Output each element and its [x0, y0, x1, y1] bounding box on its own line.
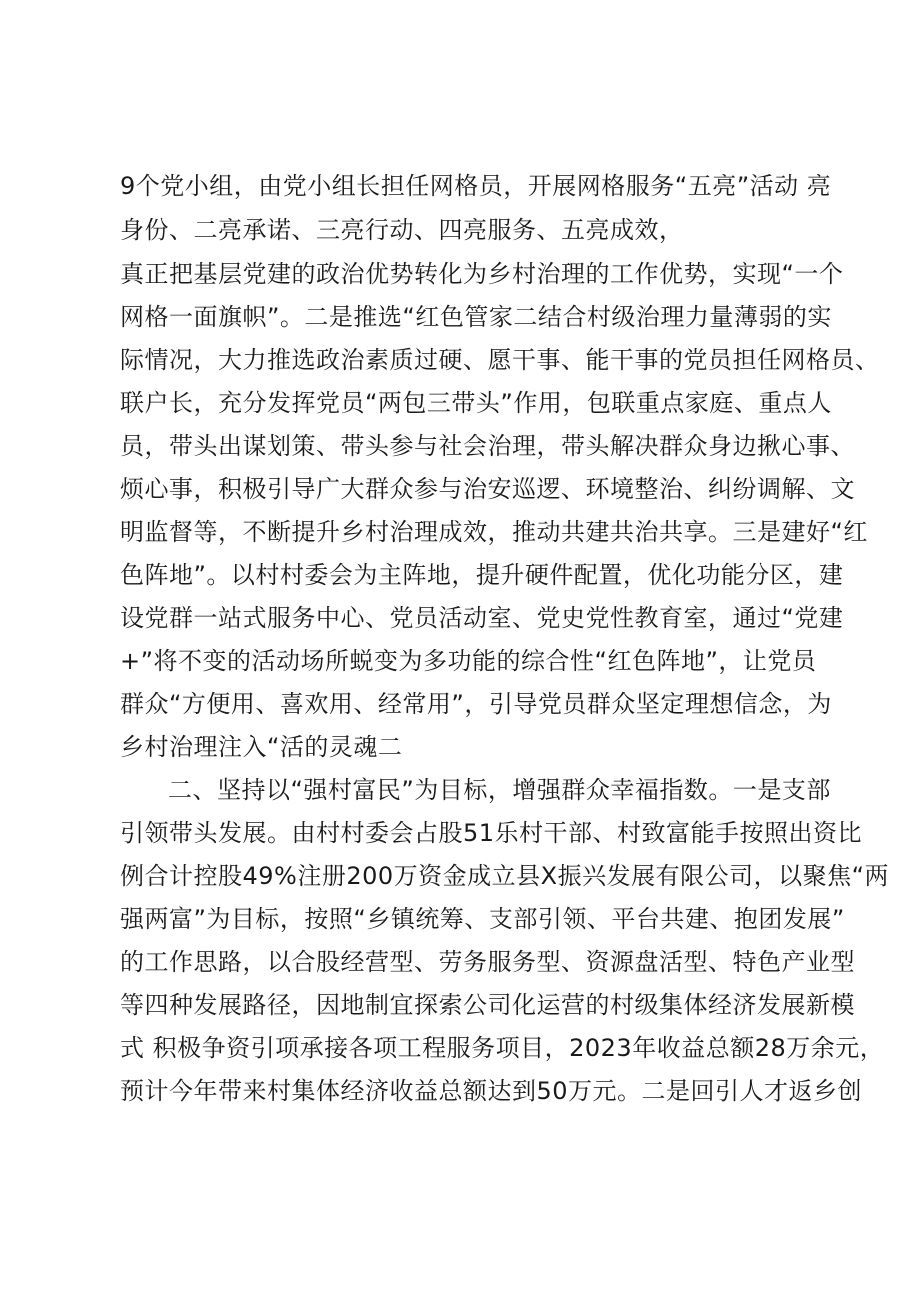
text-line: 例合计控股49%注册200万资金成立县X振兴发展有限公司，以聚焦“两 [120, 862, 890, 890]
text-line: 等四种发展路径，因地制宜探索公司化运营的村级集体经济发展新模 [120, 991, 855, 1019]
paragraph-heading-line: 二、坚持以“强村富民”为目标，增强群众幸福指数。一是支部 [168, 776, 831, 804]
text-line: 乡村治理注入“活的灵魂二 [120, 733, 403, 761]
text-line: 的工作思路，以合股经营型、劳务服务型、资源盘活型、特色产业型 [120, 948, 855, 976]
text-line: 真正把基层党建的政治优势转化为乡村治理的工作优势，实现“一个 [120, 260, 844, 288]
text-line: 联户长，充分发挥党员“两包三带头”作用，包联重点家庭、重点人 [120, 389, 832, 417]
text-line: 预计今年带来村集体经济收益总额达到50万元。二是回引人才返乡创 [120, 1077, 863, 1105]
text-line: 身份、二亮承诺、三亮行动、四亮服务、五亮成效， [120, 216, 684, 244]
text-line: 员，带头出谋划策、带头参与社会治理，带头解决群众身边揪心事、 [120, 432, 855, 460]
text-line: 明监督等，不断提升乡村治理成效，推动共建共治共享。三是建好“红 [120, 518, 868, 546]
text-line: 式 积极争资引项承接各项工程服务项目，2023年收益总额28万余元， [120, 1034, 885, 1062]
text-line: 设党群一站式服务中心、党员活动室、党史党性教育室，通过“党建 [120, 604, 844, 632]
text-line: 群众“方便用、喜欢用、经常用”，引导党员群众坚定理想信念，为 [120, 690, 832, 718]
text-line: 9个党小组，由党小组长担任网格员，开展网格服务“五亮”活动 亮 [120, 172, 832, 200]
text-line: 强两富”为目标，按照“乡镇统筹、支部引领、平台共建、抱团发展” [120, 905, 845, 933]
text-line: +”将不变的活动场所蜕变为多功能的综合性“红色阵地”，让党员 [120, 647, 817, 675]
text-line: 网格一面旗帜”。二是推选“红色管家二结合村级治理力量薄弱的实 [120, 303, 832, 331]
text-line: 色阵地”。以村村委会为主阵地，提升硬件配置，优化功能分区，建 [120, 561, 844, 589]
text-line: 际情况，大力推选政治素质过硬、愿干事、能干事的党员担任网格员、 [120, 346, 880, 374]
text-line: 引领带头发展。由村村委会占股51乐村干部、村致富能手按照出资比 [120, 819, 863, 847]
text-line: 烦心事，积极引导广大群众参与治安巡逻、环境整治、纠纷调解、文 [120, 475, 855, 503]
